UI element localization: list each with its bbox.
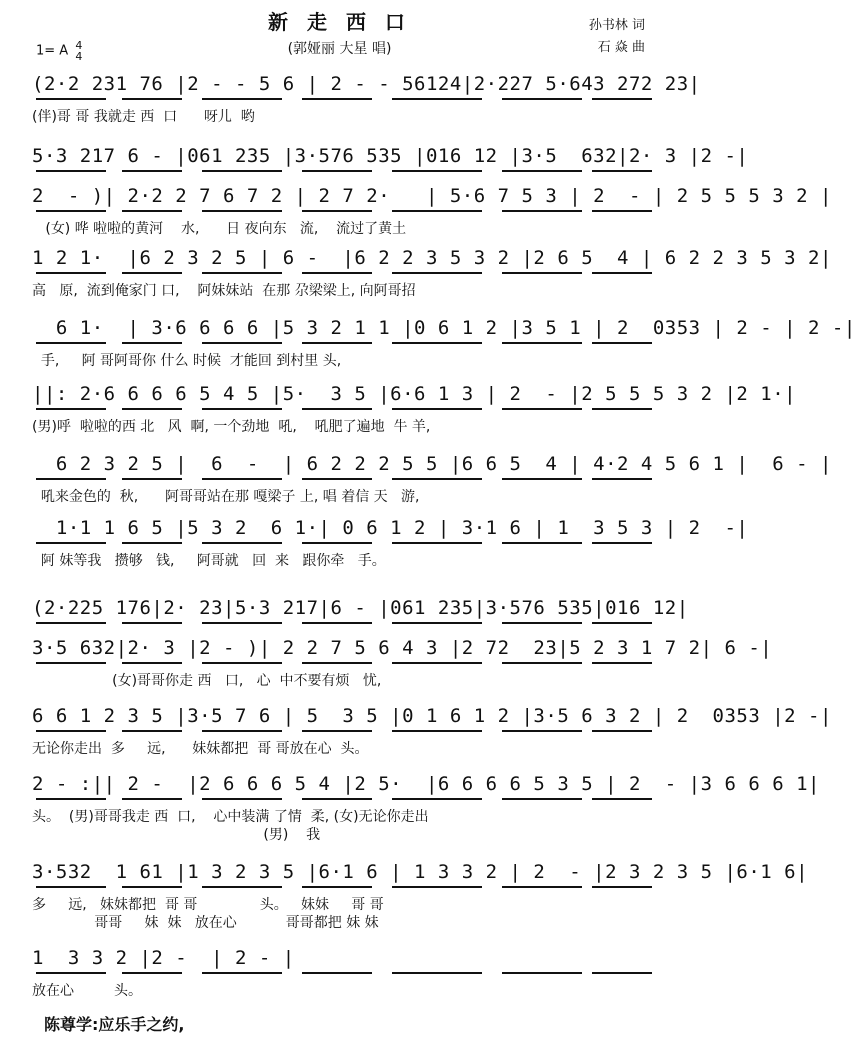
song-title: 新 走 西 口 xyxy=(268,10,411,34)
beam-line xyxy=(392,478,482,480)
beam-line xyxy=(502,478,582,480)
beam-lines xyxy=(32,798,660,804)
beam-lines xyxy=(32,478,660,484)
beam-line xyxy=(592,662,652,664)
beam-line xyxy=(122,798,182,800)
beam-line xyxy=(202,662,282,664)
beam-line xyxy=(592,972,652,974)
beam-line xyxy=(36,798,106,800)
beam-line xyxy=(592,210,652,212)
beam-line xyxy=(122,98,182,100)
score-row xyxy=(32,68,701,148)
beam-line xyxy=(502,272,582,274)
lyrics-line-1: (男)呼 啦啦的西 北 风 啊, 一个劲地 吼, 吼肥了遍地 牛 羊, xyxy=(32,419,431,435)
beam-line xyxy=(502,210,582,212)
score-row xyxy=(32,768,820,848)
jianpu-notes: 1 3 3 2 |2 - | 2 - | xyxy=(32,947,295,969)
beam-line xyxy=(592,798,652,800)
beam-line xyxy=(592,622,652,624)
jianpu-notes: (2·225 176|2· 23|5·3 217|6 - |061 235|3·576 535|016 12| xyxy=(32,597,689,619)
beam-line xyxy=(502,972,582,974)
beam-lines xyxy=(32,342,660,348)
beam-lines xyxy=(32,210,660,216)
beam-line xyxy=(392,342,482,344)
beam-line xyxy=(502,662,582,664)
composer-credit: 石 焱 曲 xyxy=(597,40,645,55)
beam-line xyxy=(202,170,282,172)
lyrics-line-1: (女)哥哥你走 西 口, 心 中不要有烦 忧, xyxy=(32,673,382,689)
beam-line xyxy=(202,730,282,732)
beam-line xyxy=(302,272,372,274)
beam-line xyxy=(392,98,482,100)
footer-note: 陈尊学:应乐手之约, xyxy=(44,1015,185,1034)
beam-line xyxy=(592,542,652,544)
beam-line xyxy=(122,886,182,888)
jianpu-notes: 1·1 1 6 5 |5 3 2 6 1·| 0 6 1 2 | 3·1 6 | 1 3 5 3 | 2 -| xyxy=(32,517,749,539)
beam-lines xyxy=(32,886,660,892)
jianpu-notes: 3·532 1 61 |1 3 2 3 5 |6·1 6 | 1 3 3 2 | 2 - |2 3 2 3 5 |6·1 6| xyxy=(32,861,809,883)
jianpu-notes: ||: 2·6 6 6 6 5 4 5 |5· 3 5 |6·6 1 3 | 2 - |2 5 5 5 3 2 |2 1·| xyxy=(32,383,797,405)
beam-line xyxy=(592,98,652,100)
song-subtitle: (郭娅丽 大星 唱) xyxy=(287,41,392,57)
beam-line xyxy=(592,478,652,480)
lyricist-credit: 孙书林 词 xyxy=(588,18,645,33)
beam-lines xyxy=(32,408,660,414)
lyrics-line-1: (女) 哗 啦啦的黄河 水, 日 夜向东 流, 流过了黄土 xyxy=(32,221,407,237)
lyrics-line-2: 哥哥 妹 妹 放在心 哥哥都把 妹 妹 xyxy=(32,915,379,931)
beam-lines xyxy=(32,542,660,548)
beam-line xyxy=(502,408,582,410)
beam-line xyxy=(202,210,282,212)
beam-line xyxy=(302,730,372,732)
beam-line xyxy=(392,972,482,974)
beam-line xyxy=(122,210,182,212)
lyrics-line-1: 阿 妹等我 攒够 钱, 阿哥就 回 来 跟你牵 手。 xyxy=(32,553,386,569)
jianpu-notes: 1 2 1· |6 2 3 2 5 | 6 - |6 2 2 3 5 3 2 |2 6 5 4 | 6 2 2 3 5 3 2| xyxy=(32,247,832,269)
beam-line xyxy=(302,542,372,544)
score-row xyxy=(32,856,809,936)
beam-line xyxy=(202,886,282,888)
jianpu-notes: 6 1· | 3·6 6 6 6 |5 3 2 1 1 |0 6 1 2 |3 5 1 | 2 0353 | 2 - | 2 -| xyxy=(32,317,856,339)
beam-line xyxy=(392,662,482,664)
beam-line xyxy=(122,542,182,544)
beam-line xyxy=(502,98,582,100)
jianpu-notes: 6 2 3 2 5 | 6 - | 6 2 2 2 5 5 |6 6 5 4 | 4·2 4 5 6 1 | 6 - | xyxy=(32,453,832,475)
lyrics-line-1: 手, 阿 哥阿哥你 什么 时候 才能回 到村里 头, xyxy=(32,353,342,369)
key-signature xyxy=(36,40,82,62)
beam-line xyxy=(122,972,182,974)
beam-line xyxy=(302,662,372,664)
score-row xyxy=(32,378,797,458)
beam-line xyxy=(302,972,372,974)
lyrics-line-1: 吼来金色的 秋, 阿哥哥站在那 嘎梁子 上, 唱 着信 天 游, xyxy=(32,489,420,505)
beam-line xyxy=(392,730,482,732)
beam-line xyxy=(392,272,482,274)
beam-line xyxy=(302,210,372,212)
beam-line xyxy=(302,408,372,410)
beam-lines xyxy=(32,98,660,104)
beam-line xyxy=(202,408,282,410)
beam-line xyxy=(122,730,182,732)
lyrics-line-1: 放在心 头。 xyxy=(32,983,143,999)
jianpu-notes: 5·3 217 6 - |061 235 |3·576 535 |016 12 |3·5 632|2· 3 |2 -| xyxy=(32,145,749,167)
beam-line xyxy=(392,542,482,544)
beam-line xyxy=(502,170,582,172)
beam-line xyxy=(36,542,106,544)
beam-line xyxy=(122,478,182,480)
beam-line xyxy=(122,662,182,664)
beam-line xyxy=(502,798,582,800)
beam-line xyxy=(302,478,372,480)
beam-line xyxy=(36,342,106,344)
beam-line xyxy=(36,730,106,732)
time-signature xyxy=(75,40,82,62)
beam-line xyxy=(36,972,106,974)
beam-line xyxy=(202,798,282,800)
score-row xyxy=(32,242,832,322)
lyrics-line-1: 头。 (男)哥哥我走 西 口, 心中装满 了情 柔, (女)无论你走出 xyxy=(32,809,429,825)
time-top: 4 xyxy=(75,39,83,52)
beam-line xyxy=(302,886,372,888)
beam-lines xyxy=(32,272,660,278)
lyrics-line-2: (男) 我 xyxy=(32,827,321,843)
beam-line xyxy=(202,272,282,274)
jianpu-notes: 6 6 1 2 3 5 |3·5 7 6 | 5 3 5 |0 1 6 1 2 |3·5 6 3 2 | 2 0353 |2 -| xyxy=(32,705,832,727)
beam-line xyxy=(122,342,182,344)
beam-line xyxy=(592,342,652,344)
lyrics-line-1: (伴)哥 哥 我就走 西 口 呀儿 哟 xyxy=(32,109,255,125)
beam-line xyxy=(502,730,582,732)
beam-line xyxy=(36,886,106,888)
beam-line xyxy=(202,98,282,100)
jianpu-notes: (2·2 231 76 |2 - - 5 6 | 2 - - 56124|2·227 5·643 272 23| xyxy=(32,73,701,95)
beam-line xyxy=(202,342,282,344)
beam-line xyxy=(36,272,106,274)
beam-line xyxy=(392,798,482,800)
beam-lines xyxy=(32,622,660,628)
beam-line xyxy=(36,210,106,212)
beam-lines xyxy=(32,170,660,176)
beam-lines xyxy=(32,730,660,736)
beam-line xyxy=(392,622,482,624)
time-bottom: 4 xyxy=(75,50,83,63)
beam-line xyxy=(502,622,582,624)
beam-line xyxy=(36,622,106,624)
lyrics-line-1: 无论你走出 多 远, 妹妹都把 哥 哥放在心 头。 xyxy=(32,741,369,757)
beam-line xyxy=(202,478,282,480)
beam-line xyxy=(122,622,182,624)
lyrics-line-1: 高 原, 流到俺家门 口, 阿妹妹站 在那 尕梁梁上, 向阿哥招 xyxy=(32,283,416,299)
beam-line xyxy=(392,886,482,888)
beam-line xyxy=(302,342,372,344)
beam-line xyxy=(592,886,652,888)
beam-line xyxy=(122,408,182,410)
beam-lines xyxy=(32,972,660,978)
beam-line xyxy=(122,170,182,172)
beam-line xyxy=(592,408,652,410)
beam-line xyxy=(122,272,182,274)
beam-line xyxy=(302,98,372,100)
score-row xyxy=(32,512,749,592)
beam-line xyxy=(392,170,482,172)
beam-line xyxy=(392,210,482,212)
jianpu-notes: 3·5 632|2· 3 |2 - )| 2 2 7 5 6 4 3 |2 72 23|5 2 3 1 7 2| 6 -| xyxy=(32,637,773,659)
beam-line xyxy=(502,886,582,888)
beam-line xyxy=(36,170,106,172)
key-label: 1= A xyxy=(36,43,69,59)
beam-line xyxy=(392,408,482,410)
beam-line xyxy=(36,478,106,480)
jianpu-notes: 2 - :|| 2 - |2 6 6 6 5 4 |2 5· |6 6 6 6 5 3 5 | 2 - |3 6 6 6 1| xyxy=(32,773,820,795)
lyrics-line-1: 多 远, 妹妹都把 哥 哥 头。 妹妹 哥 哥 xyxy=(32,897,384,913)
beam-line xyxy=(36,408,106,410)
beam-line xyxy=(502,342,582,344)
beam-line xyxy=(302,170,372,172)
beam-line xyxy=(592,170,652,172)
beam-line xyxy=(36,662,106,664)
beam-line xyxy=(592,730,652,732)
beam-line xyxy=(36,98,106,100)
beam-lines xyxy=(32,662,660,668)
score-row xyxy=(32,942,660,1022)
beam-line xyxy=(202,542,282,544)
beam-line xyxy=(502,542,582,544)
beam-line xyxy=(302,798,372,800)
beam-line xyxy=(302,622,372,624)
beam-line xyxy=(202,622,282,624)
beam-line xyxy=(592,272,652,274)
beam-line xyxy=(202,972,282,974)
jianpu-notes: 2 - )| 2·2 2 7 6 7 2 | 2 7 2· | 5·6 7 5 3 | 2 - | 2 5 5 5 3 2 | xyxy=(32,185,832,207)
